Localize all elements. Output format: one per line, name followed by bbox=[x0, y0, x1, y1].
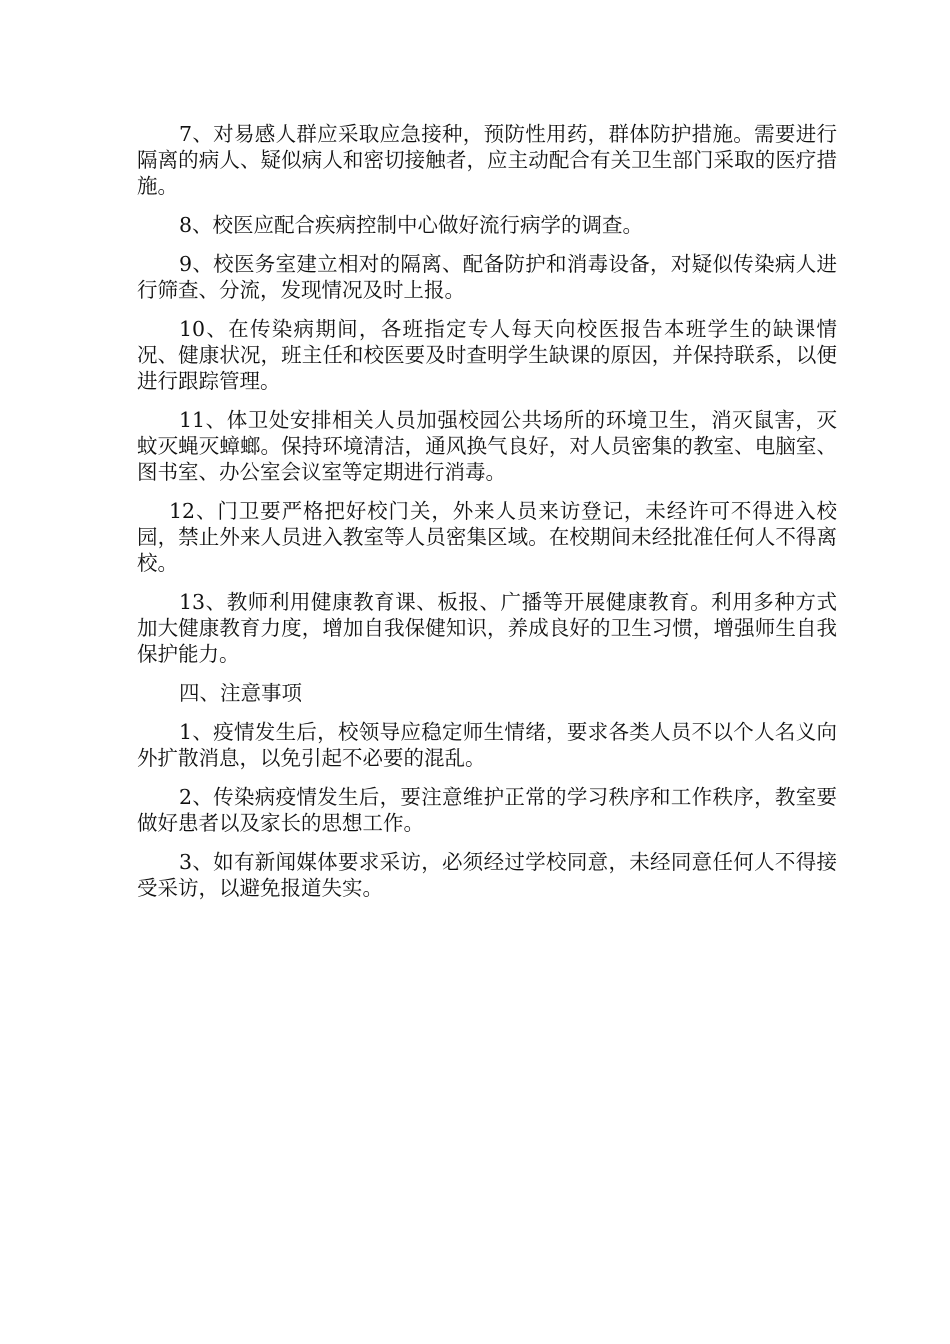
paragraph-item-7: 7、对易感人群应采取应急接种，预防性用药，群体防护措施。需要进行隔离的病人、疑似病人和密切接触者，应主动配合有关卫生部门采取的医疗措施。 bbox=[137, 122, 837, 198]
paragraph-item-11: 11、体卫处安排相关人员加强校园公共场所的环境卫生，消灭鼠害，灭蚊灭蝇灭蟑螂。保持环境清洁，通风换气良好，对人员密集的教室、电脑室、图书室、办公室会议室等定期进行消毒。 bbox=[137, 408, 837, 484]
paragraph-item-13: 13、教师利用健康教育课、板报、广播等开展健康教育。利用多种方式加大健康教育力度，增加自我保健知识，养成良好的卫生习惯，增强师生自我保护能力。 bbox=[137, 590, 837, 666]
document-body bbox=[137, 121, 837, 914]
note-item-1: 1、疫情发生后，校领导应稳定师生情绪，要求各类人员不以个人名义向外扩散消息，以免引起不必要的混乱。 bbox=[137, 720, 837, 770]
paragraph-item-10: 10、在传染病期间，各班指定专人每天向校医报告本班学生的缺课情况、健康状况，班主任和校医要及时查明学生缺课的原因，并保持联系，以便进行跟踪管理。 bbox=[137, 317, 837, 393]
paragraph-item-8: 8、校医应配合疾病控制中心做好流行病学的调查。 bbox=[179, 213, 644, 237]
paragraph-item-9: 9、校医务室建立相对的隔离、配备防护和消毒设备，对疑似传染病人进行筛查、分流，发现情况及时上报。 bbox=[137, 252, 837, 302]
note-item-2: 2、传染病疫情发生后，要注意维护正常的学习秩序和工作秩序，教室要做好患者以及家长的思想工作。 bbox=[137, 785, 837, 835]
paragraph-item-12: 12、门卫要严格把好校门关，外来人员来访登记，未经许可不得进入校园，禁止外来人员进入教室等人员密集区域。在校期间未经批准任何人不得离校。 bbox=[137, 499, 837, 575]
note-item-3: 3、如有新闻媒体要求采访，必须经过学校同意，未经同意任何人不得接受采访，以避免报道失实。 bbox=[137, 850, 837, 900]
section-heading: 四、注意事项 bbox=[179, 681, 302, 705]
